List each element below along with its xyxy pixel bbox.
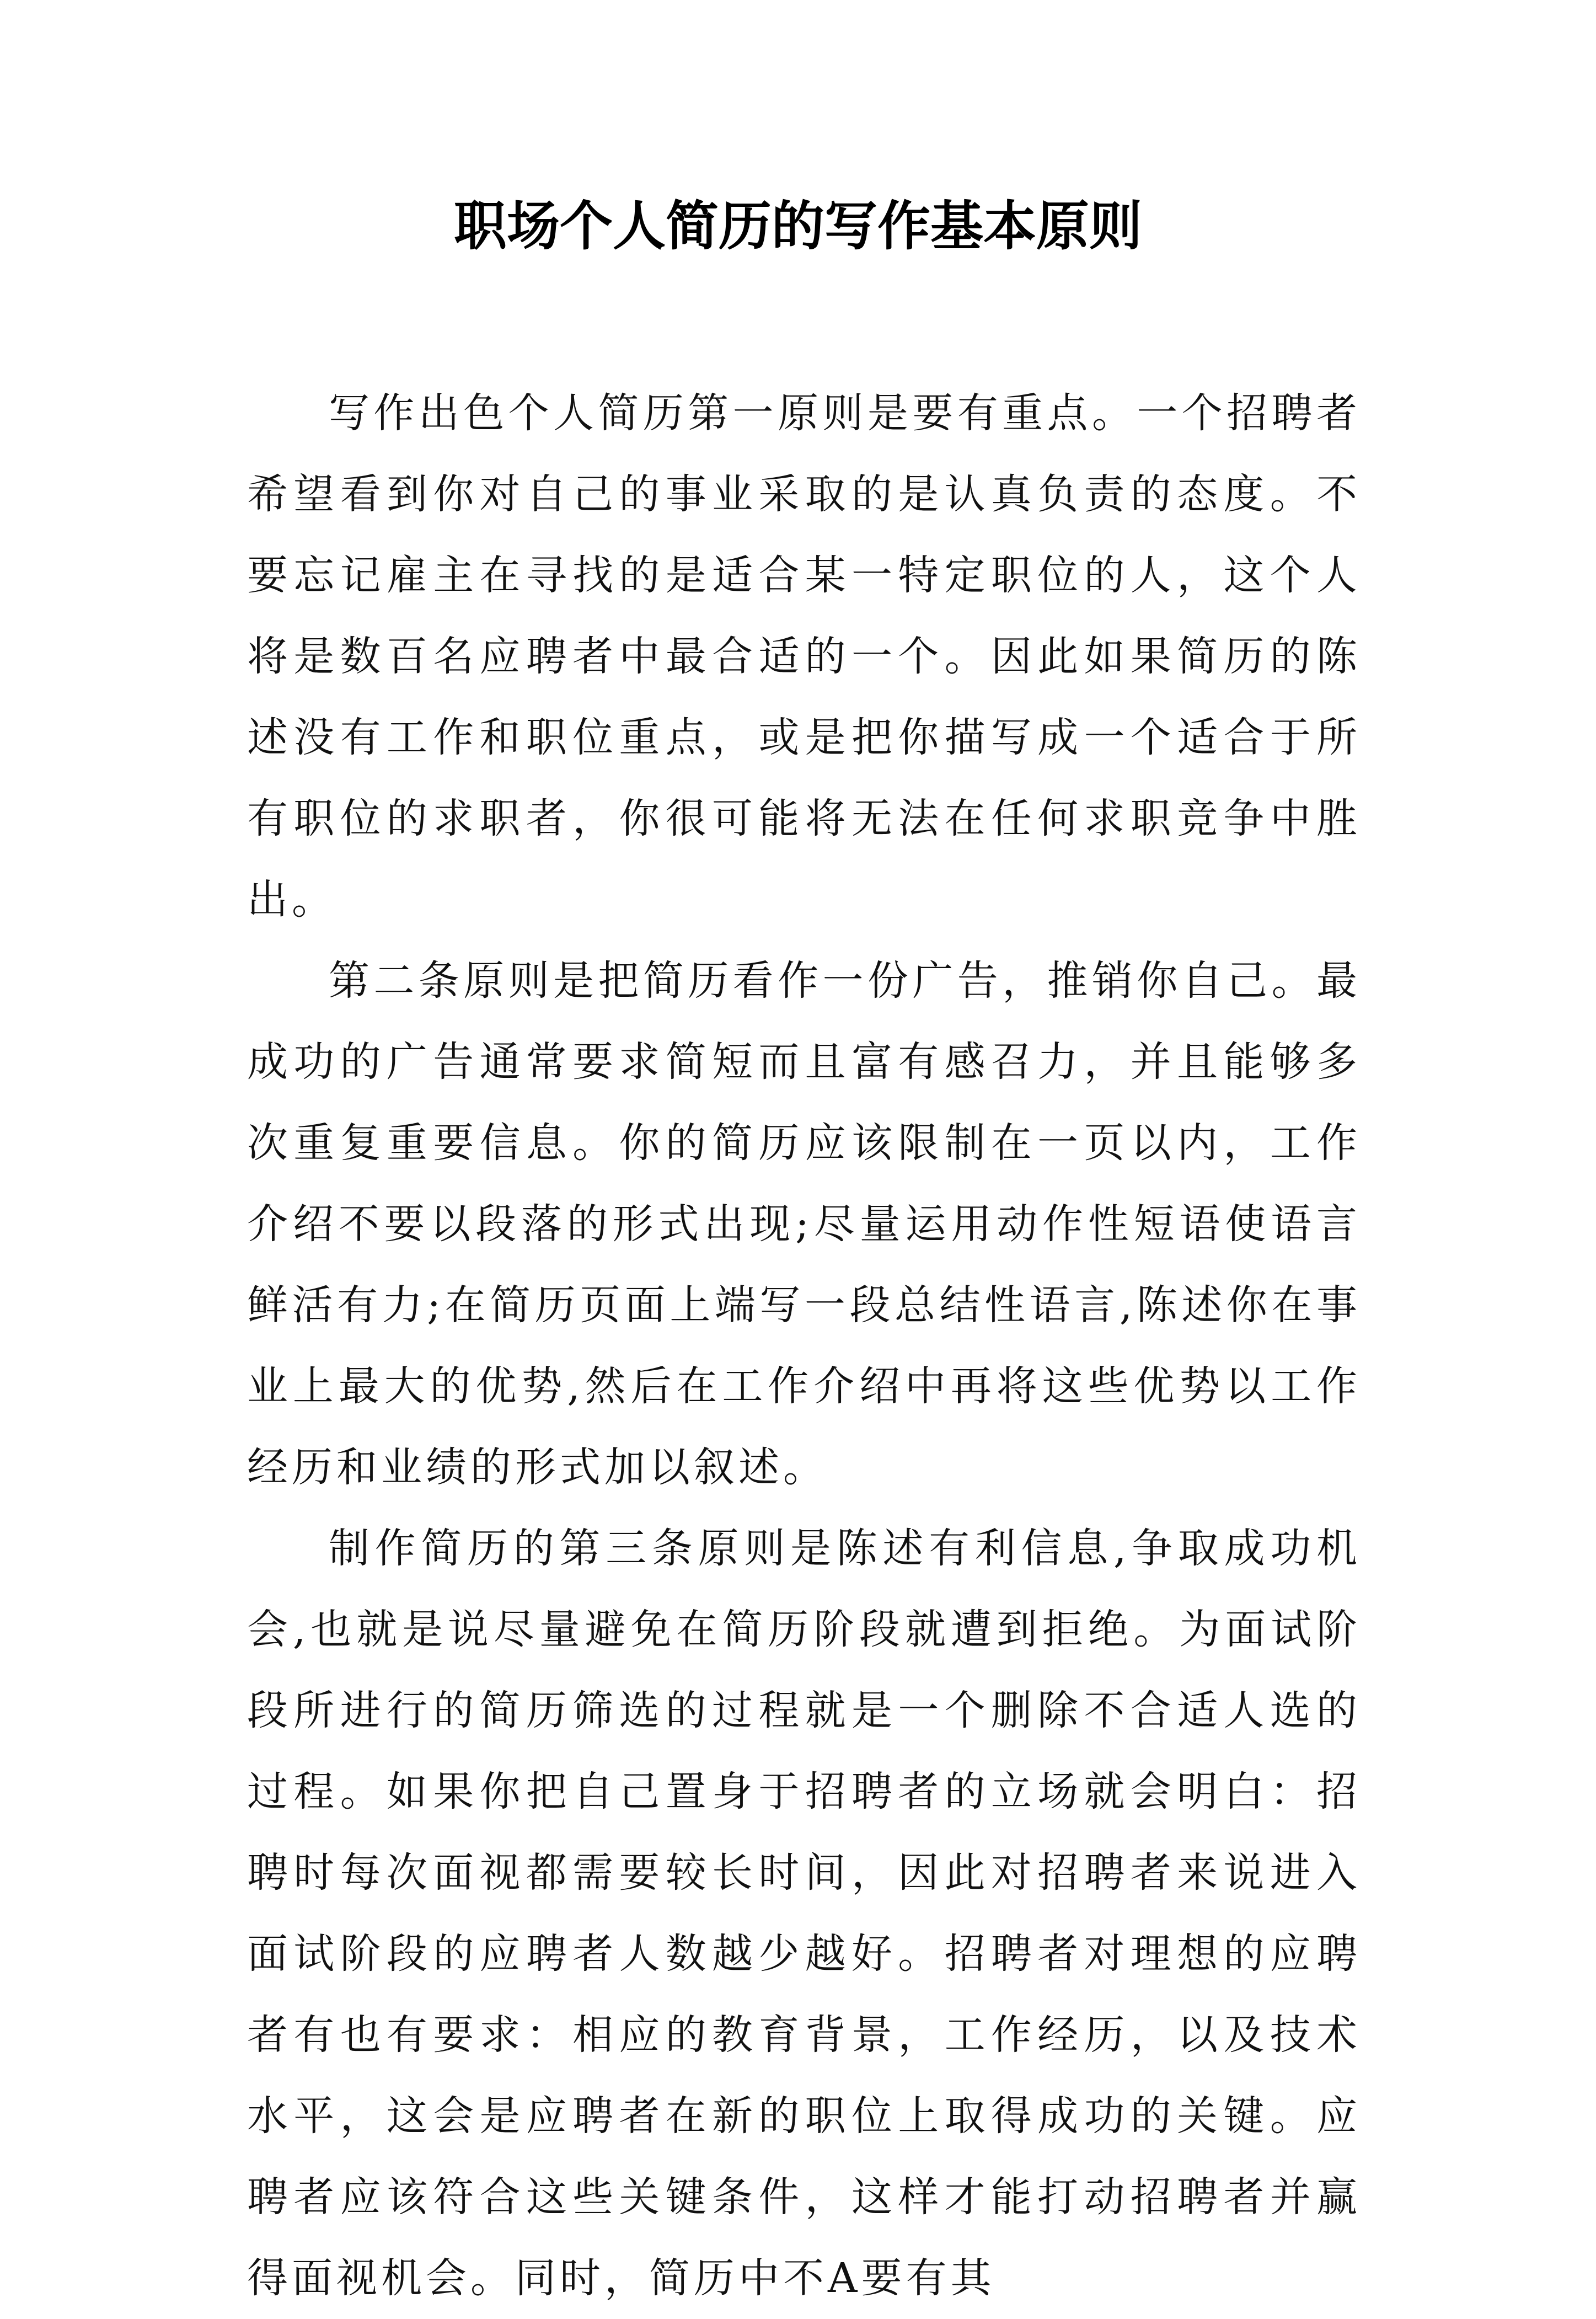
paragraph-3: 制作简历的第三条原则是陈述有利信息,争取成功机会,也就是说尽量避免在简历阶段就遭到拒绝。为面试阶段所进行的简历筛选的过程就是一个删除不合适人选的过程。如果你把自己置身于招聘者的立场就会明白：招聘时每次面视都需要较长时间，因此对招聘者来说进入面试阶段的应聘者人数越少越好。招聘者对理想的应聘者有也有要求：相应的教育背景，工作经历，以及技术水平，这会是应聘者在新的职位上取得成功的关键。应聘者应该符合这些关键条件，这样才能打动招聘者并赢得面视机会。同时，简历中不A要有其 [247,1525,1361,2302]
paragraph-2: 第二条原则是把简历看作一份广告，推销你自己。最成功的广告通常要求简短而且富有感召力，并且能够多次重复重要信息。你的简历应该限制在一页以内，工作介绍不要以段落的形式出现;尽量运用动作性短语使语言鲜活有力;在简历页面上端写一段总结性语言,陈述你在事业上最大的优势,然后在工作介绍中再将这些优势以工作经历和业绩的形式加以叙述。 [247,957,1361,1491]
paragraph-1: 写作出色个人简历第一原则是要有重点。一个招聘者希望看到你对自己的事业采取的是认真负责的态度。不要忘记雇主在寻找的是适合某一特定职位的人，这个人将是数百名应聘者中最合适的一个。因此如果简历的陈述没有工作和职位重点，或是把你描写成一个适合于所有职位的求职者，你很可能将无法在任何求职竞争中胜出。 [247,389,1361,923]
document-title: 职场个人简历的写作基本原则 [454,195,1142,257]
document-body [247,373,1361,2319]
